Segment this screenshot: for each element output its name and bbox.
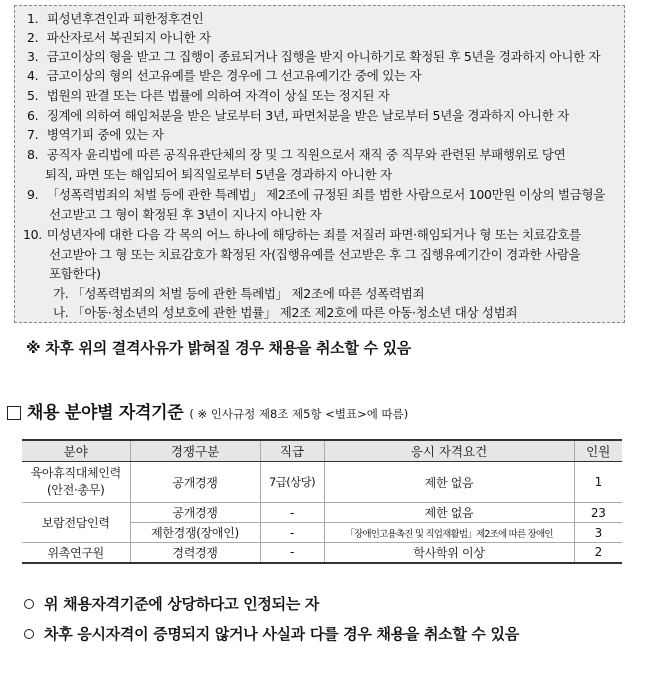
header-requirement: 응시 자격요건	[324, 440, 574, 462]
cell-field: 보람전담인력	[22, 503, 130, 543]
qualification-table	[22, 439, 622, 564]
cell-requirement: 제한 없음	[324, 503, 574, 523]
cell-count: 1	[574, 462, 622, 503]
cell-requirement: 「장애인고용촉진 및 직업재활법」제2조에 따른 장애인	[324, 523, 574, 543]
disq-item-10-sub-a: 가. 「성폭력범죄의 처벌 등에 관한 특례법」 제2조에 따른 성폭력범죄	[53, 286, 425, 301]
header-grade: 직급	[260, 440, 324, 462]
disq-item-8: 8. 공직자 윤리법에 따른 공직유관단체의 장 및 그 직원으로서 재직 중 직무와 관련된 부패행위로 당연	[27, 147, 566, 162]
disq-item-10-cont-1: 선고받아 그 형 또는 치료감호가 확정된 자(집행유예를 선고받은 후 그 집행유예기간이 경과한 사람을	[49, 247, 581, 262]
circle-bullet-icon	[24, 599, 34, 609]
disq-item-10-cont-2: 포함한다)	[49, 266, 101, 281]
disq-item-10-sub-b: 나. 「아동·청소년의 성보호에 관한 법률」 제2조 제2호에 따른 아동·청소년 대상 성범죄	[53, 305, 518, 320]
table-row	[22, 543, 622, 563]
disq-item-6: 6. 징계에 의하여 해임처분을 받은 날로부터 3년, 파면처분을 받은 날로부터 5년을 경과하지 아니한 자	[27, 108, 569, 123]
section-subtitle: ( ※ 인사규정 제8조 제5항 <별표>에 따름)	[189, 407, 409, 421]
cell-competition: 공개경쟁	[130, 462, 260, 503]
condition-item: 위 채용자격기준에 상당하다고 인정되는 자	[24, 593, 319, 614]
cell-count: 2	[574, 543, 622, 563]
table-row	[22, 503, 622, 523]
header-field: 분야	[22, 440, 130, 462]
disq-item-10: 10. 미성년자에 대한 다음 각 목의 어느 하나에 해당하는 죄를 저질러 파면·해임되거나 형 또는 치료감호를	[23, 227, 581, 242]
table-header-row	[22, 440, 622, 462]
section-heading	[7, 398, 408, 423]
cell-grade: -	[260, 503, 324, 523]
disq-item-3: 3. 금고이상의 형을 받고 그 집행이 종료되거나 집행을 받지 아니하기로 확정된 후 5년을 경과하지 아니한 자	[27, 49, 601, 64]
section-title: 채용 분야별 자격기준	[27, 403, 184, 423]
disq-item-8-cont: 퇴직, 파면 또는 해임되어 퇴직일로부터 5년을 경과하지 아니한 자	[45, 167, 392, 182]
cell-competition: 제한경쟁(장애인)	[130, 523, 260, 543]
disqualification-box	[14, 5, 625, 323]
cell-grade: -	[260, 543, 324, 563]
disq-item-9-cont: 선고받고 그 형이 확정된 후 3년이 지나지 아니한 자	[49, 207, 322, 222]
checkbox-square-icon	[7, 406, 21, 420]
cell-grade: 7급(상당)	[260, 462, 324, 503]
disq-item-7: 7. 병역기피 중에 있는 자	[27, 127, 164, 142]
cell-requirement: 제한 없음	[324, 462, 574, 503]
disq-item-5: 5. 법원의 판결 또는 다른 법률에 의하여 자격이 상실 또는 정지된 자	[27, 88, 390, 103]
table-row	[22, 462, 622, 503]
condition-item: 차후 응시자격이 증명되지 않거나 사실과 다를 경우 채용을 취소할 수 있음	[24, 623, 519, 644]
cell-requirement: 학사학위 이상	[324, 543, 574, 563]
cell-competition: 경력경쟁	[130, 543, 260, 563]
circle-bullet-icon	[24, 629, 34, 639]
disq-item-9: 9. 「성폭력범죄의 처벌 등에 관한 특례법」 제2조에 규정된 죄를 범한 사람으로서 100만원 이상의 벌금형을	[27, 187, 606, 202]
header-competition: 경쟁구분	[130, 440, 260, 462]
cell-field: 육아휴직대체인력 (안전·총무)	[22, 462, 130, 503]
disq-item-4: 4. 금고이상의 형의 선고유예를 받은 경우에 그 선고유예기간 중에 있는 자	[27, 68, 422, 83]
cell-count: 23	[574, 503, 622, 523]
cell-count: 3	[574, 523, 622, 543]
cell-grade: -	[260, 523, 324, 543]
cell-competition: 공개경쟁	[130, 503, 260, 523]
cell-field: 위촉연구원	[22, 543, 130, 563]
disq-item-2: 2. 파산자로서 복권되지 아니한 자	[27, 30, 211, 45]
header-count: 인원	[574, 440, 622, 462]
cancellation-note: ※ 차후 위의 결격사유가 밝혀질 경우 채용을 취소할 수 있음	[26, 339, 411, 357]
disq-item-1: 1. 피성년후견인과 피한정후견인	[27, 11, 204, 26]
